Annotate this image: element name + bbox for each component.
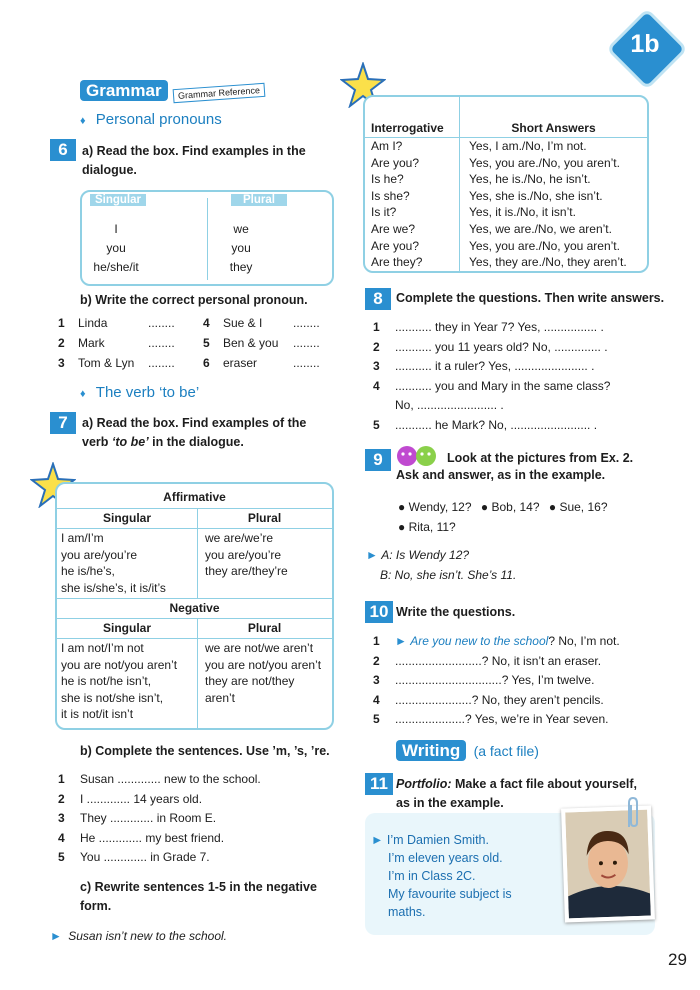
exercise-7-sentences: 1 Susan ............. new to the school. 2 I ............. 14 years old. 3 They ............. in Room E. 4 He ............. my best friend. 5 You ............. in Grade 7.	[58, 772, 261, 864]
exercise-6-items: 1 Linda ........ 4 Sue & I ........ 2 Mark ........ 5 Ben & you ........ 3 Tom & Lyn ........ 6 eraser ........	[58, 313, 348, 373]
table-cell: Are we?	[371, 221, 416, 236]
bullet-icon: ●	[398, 520, 406, 534]
exercise-6-badge: 6	[50, 139, 76, 161]
pair-work-icon	[396, 445, 438, 467]
bullet-icon: ●	[398, 500, 406, 514]
table-cell: they	[229, 260, 253, 274]
exercise-7-c: c) Rewrite sentences 1-5 in the negative form.	[80, 880, 317, 913]
table-cell: Are you?	[371, 155, 420, 170]
exercise-9-bullets: ● Wendy, 12? ● Bob, 14? ● Sue, 16? ● Rita, 11?	[398, 500, 608, 534]
table-cell: you	[106, 241, 126, 255]
diamond-icon: ♦	[80, 115, 86, 127]
list-item: Ben & you	[223, 336, 279, 350]
diamond-icon: ♦	[80, 388, 86, 400]
writing-title: Writing	[396, 740, 466, 761]
exercise-7-b: b) Complete the sentences. Use ’m, ’s, ’re.	[80, 744, 330, 758]
col-singular: Singular	[102, 621, 151, 635]
negative-title: Negative	[169, 601, 220, 615]
fact-file-lines: ► I’m Damien Smith. I’m eleven years old. I’m in Class 2C. My favourite subject is maths.	[371, 833, 512, 919]
exercise-11-badge: 11	[365, 773, 393, 795]
list-item: They ............. in Room E.	[80, 811, 217, 825]
table-cell: I	[114, 222, 118, 236]
pronoun-table	[80, 190, 334, 286]
exercise-9-title: Look at the pictures from Ex. 2.	[447, 451, 634, 465]
exercise-8-badge: 8	[365, 288, 391, 310]
exercise-8-title: Complete the questions. Then write answers.	[396, 291, 665, 305]
exercise-9-title-2: Ask and answer, as in the example.	[396, 468, 606, 482]
interrogative-table	[363, 95, 649, 273]
table-cell: Yes, he is./No, he isn’t.	[469, 172, 591, 187]
col-plural: Plural	[247, 621, 282, 635]
affirmative-singular: I am/I’m you are/you’re he is/he’s, she is/she’s, it is/it’s	[61, 531, 166, 595]
list-item: Sue & I	[223, 316, 263, 330]
play-arrow-icon: ►	[371, 833, 384, 847]
affirmative-plural: we are/we’re you are/you’re they are/they’re	[205, 531, 288, 578]
table-cell: Yes, we are./No, we aren’t.	[469, 221, 612, 236]
table-cell: we	[233, 222, 249, 236]
unit-badge	[608, 10, 682, 84]
fact-file-card	[365, 813, 655, 935]
exercise-10-items: 1 ► Are you new to the school? No, I’m not. 2 ..........................? No, it isn’t an eraser. 3 ................................? Yes, I’m twelve. 4 .......................? No, they aren’t pencils. 5 .....................? Yes, we’re in Year seven.	[373, 634, 620, 726]
short-answers-col	[469, 138, 627, 271]
col-plural: Plural	[231, 194, 287, 206]
pronoun-rows	[82, 220, 332, 277]
col-short-answers: Short Answers	[511, 121, 596, 135]
unit-badge-label: 1b	[630, 30, 660, 58]
table-cell: Yes, I am./No, I’m not.	[469, 139, 587, 153]
list-item: Susan ............. new to the school.	[80, 772, 261, 786]
exercise-8-items: 1 ........... they in Year 7? Yes, ................ . 2 ........... you 11 years old? No, .............. . 3 ........... it a ruler? Yes, ...................... . 4 ........... you and Mary in the same class? No, ........................ . 5 ........... he Mark? No, ........................ .	[373, 320, 611, 432]
col-singular: Singular	[102, 511, 151, 525]
exercise-7-badge: 7	[50, 412, 76, 434]
list-item: ........... it a ruler? Yes, ...................... .	[395, 359, 595, 373]
paperclip-icon	[623, 795, 643, 831]
grammar-reference-tag: Grammar Reference	[173, 83, 266, 103]
list-item: eraser	[223, 356, 258, 370]
table-cell: Are they?	[371, 255, 423, 270]
exercise-11-title: Portfolio: Make a fact file about yourself, as in the example.	[396, 777, 638, 810]
table-cell: Yes, you are./No, you aren’t.	[469, 238, 620, 253]
interrogative-col	[371, 138, 422, 271]
play-arrow-icon: ►	[395, 634, 407, 648]
personal-pronouns-label: Personal pronouns	[95, 111, 222, 128]
exercise-9-example: ► A: Is Wendy 12? B: No, she isn’t. She’s 11.	[366, 548, 517, 582]
table-cell: Yes, she is./No, she isn’t.	[469, 188, 603, 203]
list-item: You ............. in Grade 7.	[80, 850, 210, 864]
list-item: Tom & Lyn	[78, 356, 135, 370]
writing-heading	[396, 741, 539, 761]
grammar-heading	[80, 81, 265, 101]
col-plural: Plural	[247, 511, 282, 525]
table-cell: Yes, they are./No, they aren’t.	[469, 255, 627, 270]
table-cell: you	[231, 241, 251, 255]
table-cell: Is she?	[371, 188, 410, 203]
list-item: Mark	[78, 336, 105, 350]
col-interrogative: Interrogative	[371, 121, 444, 135]
list-item: Linda	[78, 316, 108, 330]
negative-plural: we are not/we aren’t you are not/you aren’t they are not/they aren’t	[205, 641, 322, 705]
table-cell: Yes, it is./No, it isn’t.	[469, 205, 576, 220]
bullet-icon: ●	[480, 500, 489, 514]
exercise-6-b: b) Write the correct personal pronoun.	[80, 293, 308, 307]
list-item: ........... you 11 years old? No, .............. .	[395, 339, 608, 354]
table-cell: Yes, you are./No, you aren’t.	[469, 155, 620, 170]
exercise-7-a: a) Read the box. Find examples of the verb ‘to be’ in the dialogue.	[82, 416, 307, 449]
table-cell: Are you?	[371, 238, 420, 253]
exercise-6-a: a) Read the box. Find examples in the dialogue.	[82, 144, 306, 177]
table-cell: he/she/it	[93, 260, 139, 274]
table-cell: Is it?	[371, 205, 397, 220]
subheading-personal-pronouns	[80, 111, 222, 128]
exercise-10-title: Write the questions.	[396, 605, 516, 619]
play-arrow-icon: ►	[366, 548, 378, 562]
exercise-7-example: ► Susan isn’t new to the school.	[50, 929, 227, 943]
play-arrow-icon: ►	[50, 929, 62, 943]
negative-singular: I am not/I’m not you are not/you aren’t he is not/he isn’t, she is not/she isn’t, it is not/it isn’t	[61, 641, 178, 721]
list-item: He ............. my best friend.	[80, 830, 225, 845]
list-item: ........... you and Mary in the same class?	[395, 378, 611, 393]
exercise-9-badge: 9	[365, 449, 391, 471]
writing-subtitle: (a fact file)	[473, 743, 539, 759]
grammar-title: Grammar	[80, 80, 168, 101]
list-item: No, ........................ .	[395, 398, 504, 412]
affirmative-title: Affirmative	[163, 490, 226, 504]
to-be-table	[55, 482, 334, 730]
col-singular: Singular	[90, 194, 146, 206]
table-cell: Is he?	[371, 172, 404, 187]
list-item: ........... he Mark? No, ........................ .	[395, 417, 598, 432]
list-item: I ............. 14 years old.	[80, 791, 203, 806]
table-cell: Am I?	[371, 139, 403, 153]
list-item: ........... they in Year 7? Yes, ................ .	[395, 320, 604, 334]
subheading-verb-to-be	[80, 384, 199, 401]
exercise-10-badge: 10	[365, 601, 393, 623]
page-number: 29	[668, 950, 687, 969]
verb-to-be-label: The verb ‘to be’	[95, 384, 200, 401]
bullet-icon: ●	[548, 500, 557, 514]
